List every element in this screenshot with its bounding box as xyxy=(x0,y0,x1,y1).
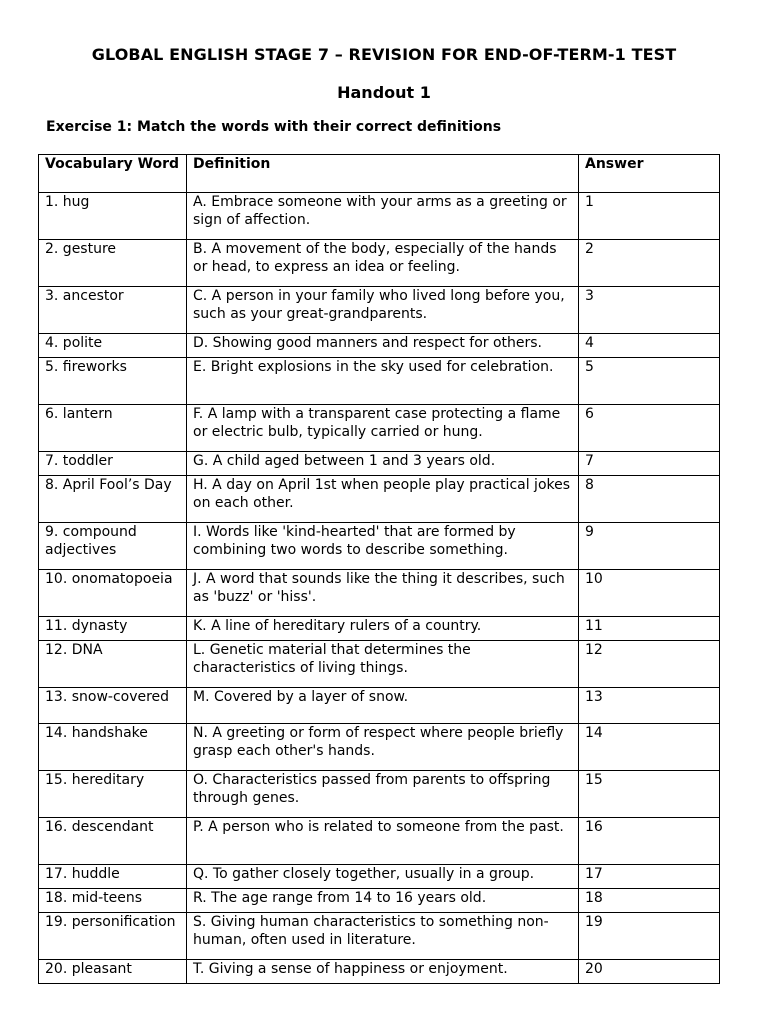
definition-cell: H. A day on April 1st when people play practical jokes on each other. xyxy=(187,476,579,523)
table-row xyxy=(39,617,720,641)
answer-cell[interactable]: 14 xyxy=(579,724,720,771)
definition-cell: O. Characteristics passed from parents to offspring through genes. xyxy=(187,771,579,818)
table-row xyxy=(39,818,720,865)
table-row xyxy=(39,724,720,771)
definition-cell: L. Genetic material that determines the characteristics of living things. xyxy=(187,641,579,688)
vocabulary-word-cell: 9. compound adjectives xyxy=(39,523,187,570)
vocabulary-word-cell: 10. onomatopoeia xyxy=(39,570,187,617)
answer-cell[interactable]: 13 xyxy=(579,688,720,724)
table-row xyxy=(39,334,720,358)
definition-cell: T. Giving a sense of happiness or enjoyment. xyxy=(187,960,579,984)
table-row xyxy=(39,889,720,913)
vocabulary-word-cell: 18. mid-teens xyxy=(39,889,187,913)
definition-cell: J. A word that sounds like the thing it describes, such as 'buzz' or 'hiss'. xyxy=(187,570,579,617)
page-title: GLOBAL ENGLISH STAGE 7 – REVISION FOR END-OF-TERM-1 TEST xyxy=(91,45,677,64)
vocabulary-word-cell: 3. ancestor xyxy=(39,287,187,334)
table-row xyxy=(39,240,720,287)
table-row xyxy=(39,570,720,617)
definition-cell: Q. To gather closely together, usually in a group. xyxy=(187,865,579,889)
answer-cell[interactable]: 20 xyxy=(579,960,720,984)
table-header-row xyxy=(39,155,720,193)
definition-cell: R. The age range from 14 to 16 years old. xyxy=(187,889,579,913)
table-row xyxy=(39,641,720,688)
answer-cell[interactable]: 18 xyxy=(579,889,720,913)
definition-cell: E. Bright explosions in the sky used for celebration. xyxy=(187,358,579,405)
definition-cell: S. Giving human characteristics to something non-human, often used in literature. xyxy=(187,913,579,960)
table-row xyxy=(39,688,720,724)
answer-cell[interactable]: 2 xyxy=(579,240,720,287)
header-vocabulary-word: Vocabulary Word xyxy=(39,155,187,193)
vocabulary-word-cell: 17. huddle xyxy=(39,865,187,889)
table-row xyxy=(39,287,720,334)
header-definition: Definition xyxy=(187,155,579,193)
answer-cell[interactable]: 7 xyxy=(579,452,720,476)
table-row xyxy=(39,193,720,240)
table-row xyxy=(39,358,720,405)
vocabulary-table xyxy=(38,154,720,984)
answer-cell[interactable]: 17 xyxy=(579,865,720,889)
vocabulary-word-cell: 11. dynasty xyxy=(39,617,187,641)
vocabulary-word-cell: 19. personification xyxy=(39,913,187,960)
answer-cell[interactable]: 19 xyxy=(579,913,720,960)
table-row xyxy=(39,476,720,523)
table-row xyxy=(39,523,720,570)
table-row xyxy=(39,960,720,984)
answer-cell[interactable]: 8 xyxy=(579,476,720,523)
vocabulary-word-cell: 12. DNA xyxy=(39,641,187,688)
definition-cell: D. Showing good manners and respect for others. xyxy=(187,334,579,358)
table-row xyxy=(39,771,720,818)
answer-cell[interactable]: 11 xyxy=(579,617,720,641)
table-row xyxy=(39,452,720,476)
definition-cell: I. Words like 'kind-hearted' that are formed by combining two words to describe something. xyxy=(187,523,579,570)
definition-cell: K. A line of hereditary rulers of a country. xyxy=(187,617,579,641)
answer-cell[interactable]: 15 xyxy=(579,771,720,818)
answer-cell[interactable]: 4 xyxy=(579,334,720,358)
vocabulary-word-cell: 14. handshake xyxy=(39,724,187,771)
vocabulary-word-cell: 7. toddler xyxy=(39,452,187,476)
vocabulary-word-cell: 1. hug xyxy=(39,193,187,240)
definition-cell: B. A movement of the body, especially of the hands or head, to express an idea or feeling. xyxy=(187,240,579,287)
table-row xyxy=(39,405,720,452)
answer-cell[interactable]: 1 xyxy=(579,193,720,240)
table-row xyxy=(39,913,720,960)
definition-cell: C. A person in your family who lived long before you, such as your great-grandparents. xyxy=(187,287,579,334)
answer-cell[interactable]: 6 xyxy=(579,405,720,452)
vocabulary-word-cell: 13. snow-covered xyxy=(39,688,187,724)
vocabulary-word-cell: 16. descendant xyxy=(39,818,187,865)
header-answer: Answer xyxy=(579,155,720,193)
vocabulary-word-cell: 20. pleasant xyxy=(39,960,187,984)
vocabulary-word-cell: 6. lantern xyxy=(39,405,187,452)
vocabulary-word-cell: 2. gesture xyxy=(39,240,187,287)
table-row xyxy=(39,865,720,889)
answer-cell[interactable]: 5 xyxy=(579,358,720,405)
definition-cell: N. A greeting or form of respect where people briefly grasp each other's hands. xyxy=(187,724,579,771)
answer-cell[interactable]: 10 xyxy=(579,570,720,617)
vocabulary-word-cell: 4. polite xyxy=(39,334,187,358)
answer-cell[interactable]: 12 xyxy=(579,641,720,688)
answer-cell[interactable]: 3 xyxy=(579,287,720,334)
definition-cell: M. Covered by a layer of snow. xyxy=(187,688,579,724)
definition-cell: F. A lamp with a transparent case protecting a flame or electric bulb, typically carried or hung. xyxy=(187,405,579,452)
page-subtitle: Handout 1 xyxy=(337,83,431,102)
exercise-instruction: Exercise 1: Match the words with their correct definitions xyxy=(46,119,502,135)
vocabulary-word-cell: 8. April Fool’s Day xyxy=(39,476,187,523)
vocabulary-word-cell: 5. fireworks xyxy=(39,358,187,405)
definition-cell: G. A child aged between 1 and 3 years old. xyxy=(187,452,579,476)
definition-cell: P. A person who is related to someone from the past. xyxy=(187,818,579,865)
answer-cell[interactable]: 16 xyxy=(579,818,720,865)
definition-cell: A. Embrace someone with your arms as a greeting or sign of affection. xyxy=(187,193,579,240)
vocabulary-word-cell: 15. hereditary xyxy=(39,771,187,818)
answer-cell[interactable]: 9 xyxy=(579,523,720,570)
